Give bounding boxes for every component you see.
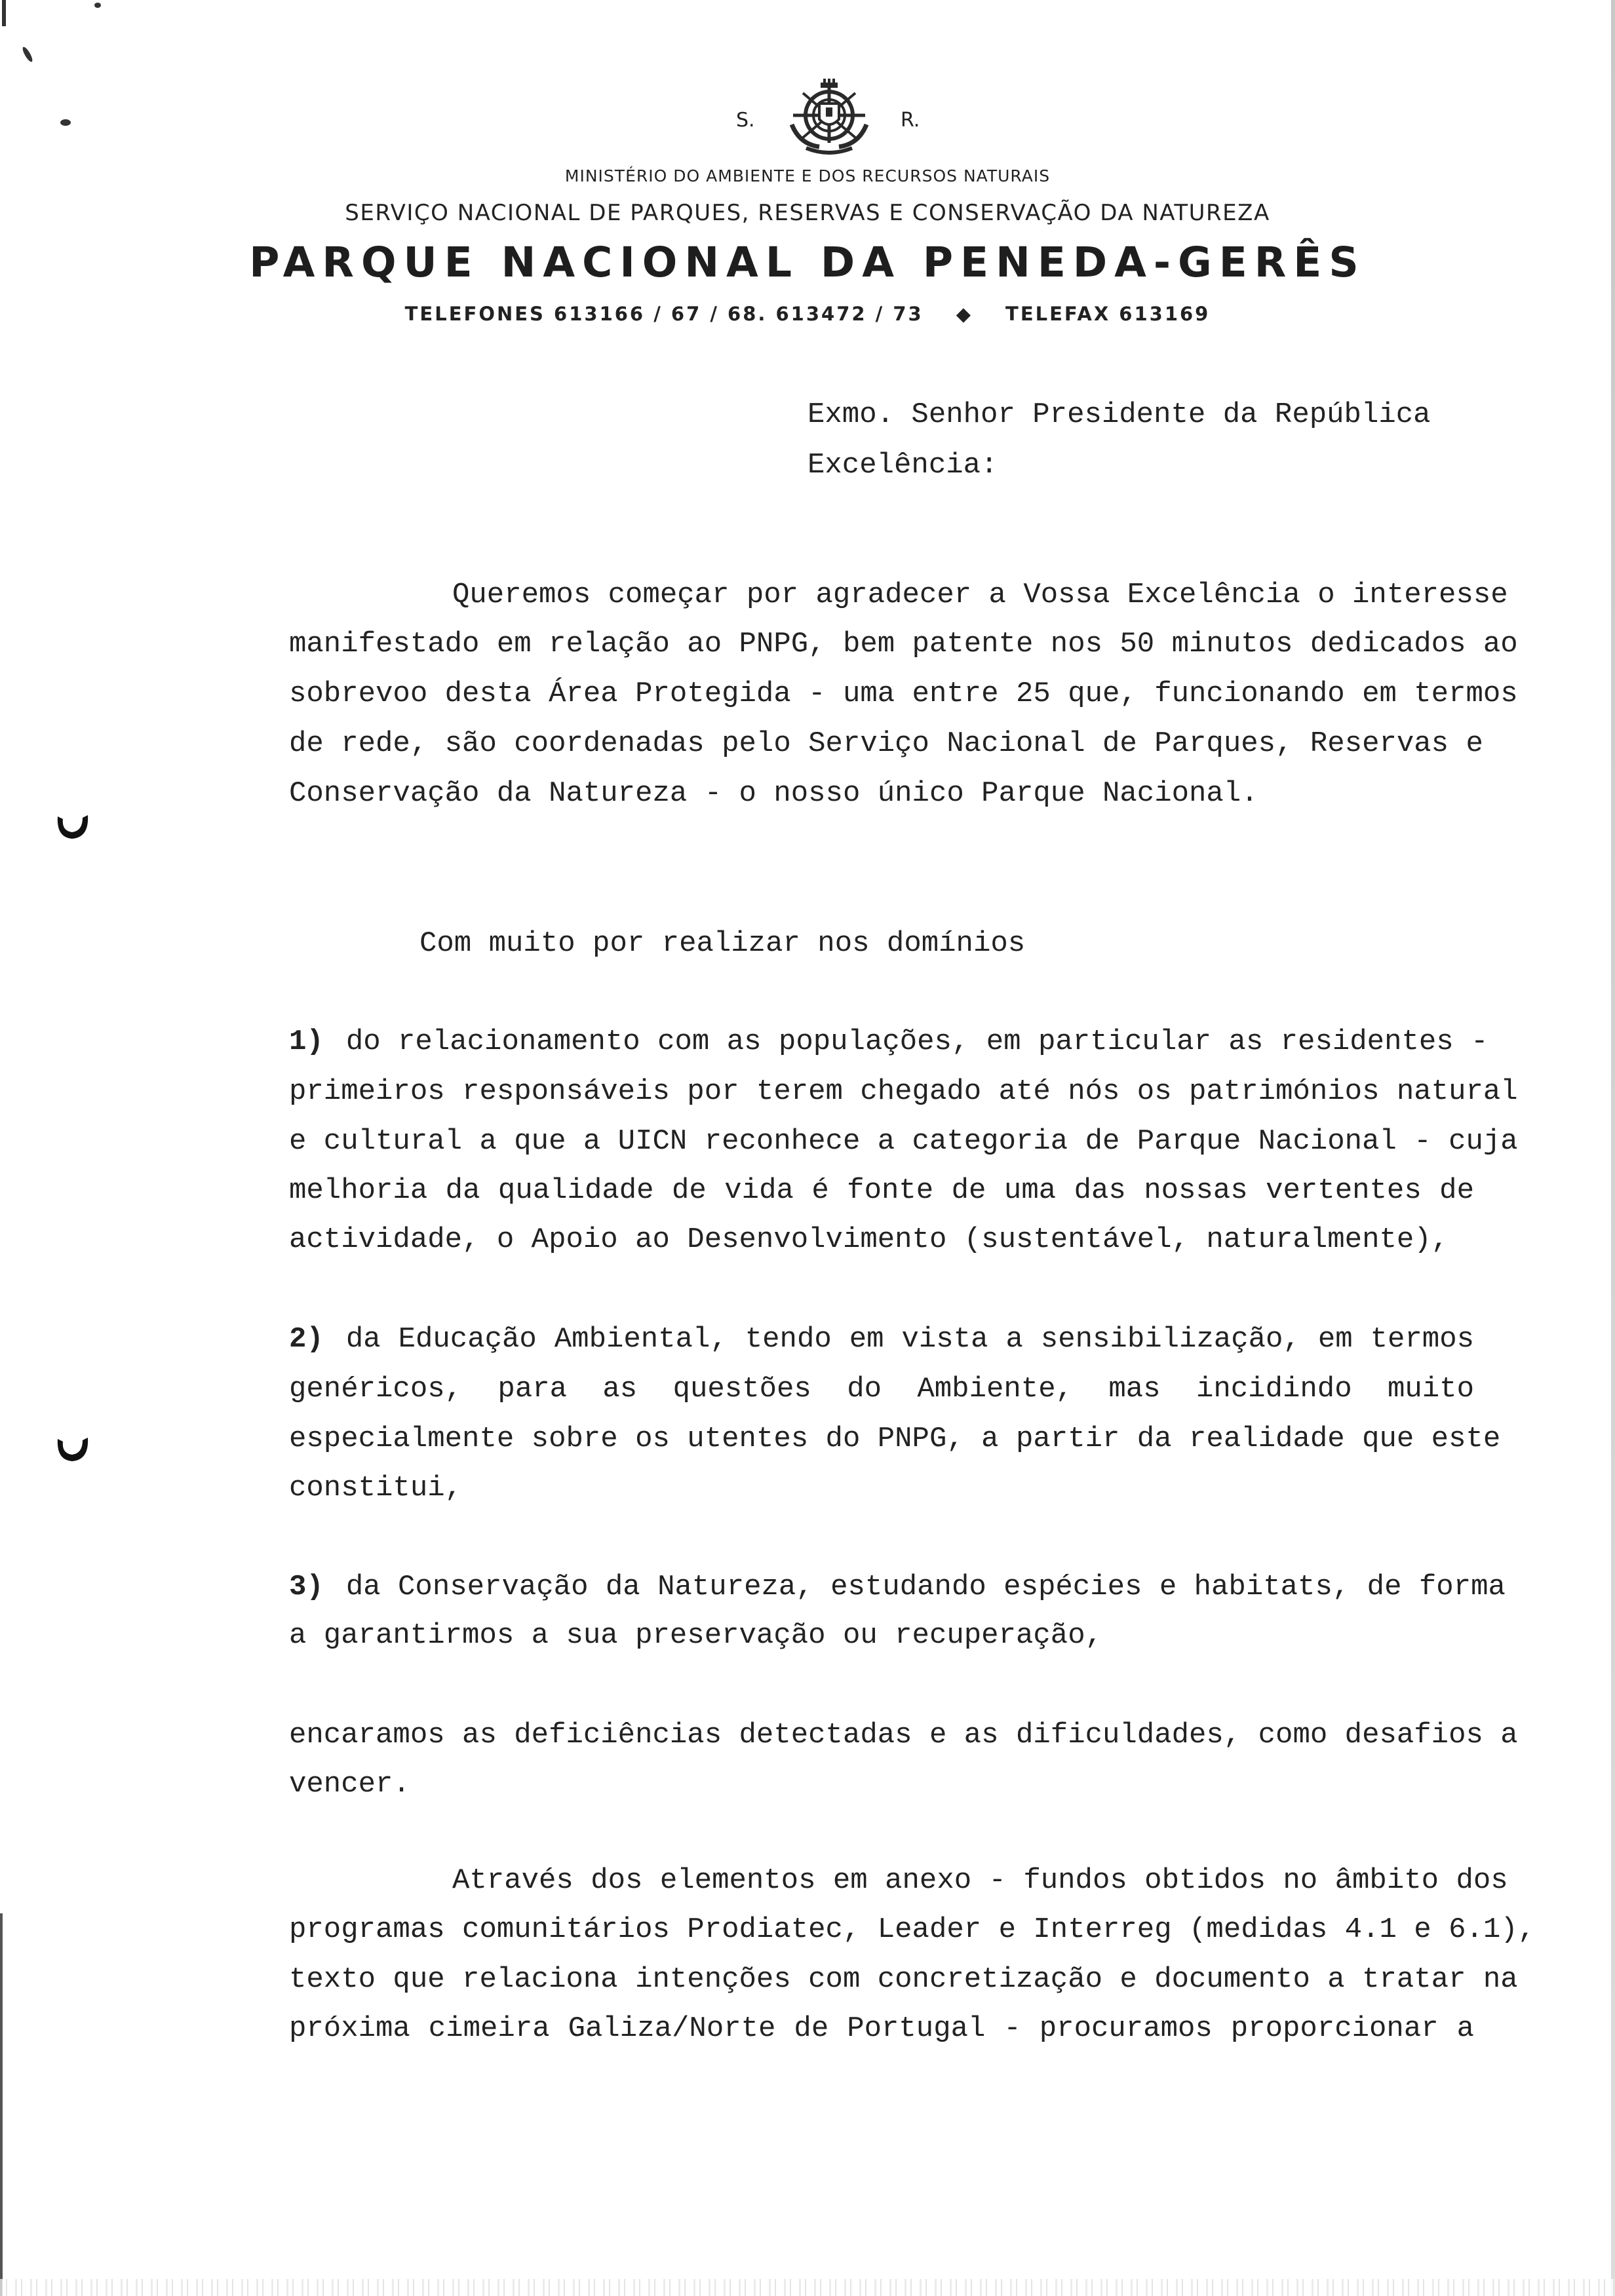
coat-of-arms-emblem	[780, 79, 878, 157]
addressee-line-2: Excelência:	[808, 449, 998, 482]
item-3-number: 3)	[289, 1571, 324, 1603]
page-left-edge	[0, 1913, 3, 2296]
item-2-text: da Educação Ambiental, tendo em vista a sensibilização, em termos	[345, 1323, 1474, 1356]
telephone-numbers: TELEFONES 613166 / 67 / 68. 613472 / 73	[404, 303, 924, 325]
contact-line	[0, 303, 1615, 325]
punch-hole-mark	[54, 1434, 90, 1464]
paragraph-1-line: Queremos começar por agradecer a Vossa Excelência o interesse	[452, 579, 1508, 611]
initial-s: S.	[736, 109, 755, 132]
item-2-first-line	[289, 1320, 1474, 1359]
park-name: PARQUE NACIONAL DA PENEDA-GERÊS	[249, 239, 1366, 286]
separator-diamond-icon: ◆	[956, 303, 973, 325]
paragraph-1-line: sobrevoo desta Área Protegida - uma entre 25 que, funcionando em termos	[289, 678, 1518, 710]
item-1-first-line	[289, 1022, 1489, 1062]
scan-bottom-noise	[0, 2279, 1615, 2296]
page-right-edge	[1611, 0, 1615, 2296]
item-1-number: 1)	[289, 1025, 324, 1058]
item-3-first-line	[289, 1567, 1506, 1607]
item-2-line: constitui,	[289, 1472, 463, 1504]
item-2-number: 2)	[289, 1323, 324, 1356]
paragraph-1-line: manifestado em relação ao PNPG, bem patente nos 50 minutos dedicados ao	[289, 628, 1518, 660]
paragraph-3-line: próxima cimeira Galiza/Norte de Portugal - procuramos proporcionar a	[289, 2012, 1474, 2045]
item-2-line: especialmente sobre os utentes do PNPG, a partir da realidade que este	[289, 1423, 1501, 1455]
item-1-text: do relacionamento com as populações, em particular as residentes -	[345, 1025, 1489, 1058]
item-1-line: actividade, o Apoio ao Desenvolvimento (sustentável, naturalmente),	[289, 1223, 1449, 1256]
paragraph-2-line: encaramos as deficiências detectadas e as dificuldades, como desafios a	[289, 1719, 1518, 1751]
item-1-line: e cultural a que a UICN reconhece a categoria de Parque Nacional - cuja	[289, 1125, 1518, 1158]
scan-speck	[60, 119, 71, 126]
paragraph-1-line: Conservação da Natureza - o nosso único Parque Nacional.	[289, 777, 1258, 810]
item-2-line: genéricos, para as questões do Ambiente, mas incidindo muito	[289, 1373, 1474, 1406]
paragraph-1-line: de rede, são coordenadas pelo Serviço Nacional de Parques, Reservas e	[289, 727, 1483, 760]
ministry-name: MINISTÉRIO DO AMBIENTE E DOS RECURSOS NATURAIS	[564, 166, 1051, 185]
addressee-line-1: Exmo. Senhor Presidente da República	[808, 398, 1431, 431]
initial-r: R.	[901, 109, 920, 132]
paragraph-3-line: Através dos elementos em anexo - fundos obtidos no âmbito dos	[452, 1864, 1508, 1897]
telefax-number: TELEFAX 613169	[1005, 303, 1211, 325]
item-1-line: melhoria da qualidade de vida é fonte de uma das nossas vertentes de	[289, 1174, 1474, 1207]
item-1-line: primeiros responsáveis por terem chegado até nós os patrimónios natural	[289, 1075, 1518, 1108]
punch-hole-mark	[54, 811, 90, 841]
item-3-text: da Conservação da Natureza, estudando espécies e habitats, de forma	[345, 1571, 1506, 1603]
scan-speck	[94, 3, 101, 8]
item-3-line: a garantirmos a sua preservação ou recuperação,	[289, 1619, 1103, 1652]
paragraph-3-line: texto que relaciona intenções com concretização e documento a tratar na	[289, 1963, 1518, 1996]
paragraph-2-line: vencer.	[289, 1768, 410, 1801]
domains-intro: Com muito por realizar nos domínios	[419, 927, 1026, 960]
scan-speck	[21, 46, 34, 64]
paragraph-3-line: programas comunitários Prodiatec, Leader e Interreg (medidas 4.1 e 6.1),	[289, 1913, 1536, 1946]
scan-speck	[2, 0, 6, 26]
service-name: SERVIÇO NACIONAL DE PARQUES, RESERVAS E CONSERVAÇÃO DA NATUREZA	[345, 200, 1270, 226]
